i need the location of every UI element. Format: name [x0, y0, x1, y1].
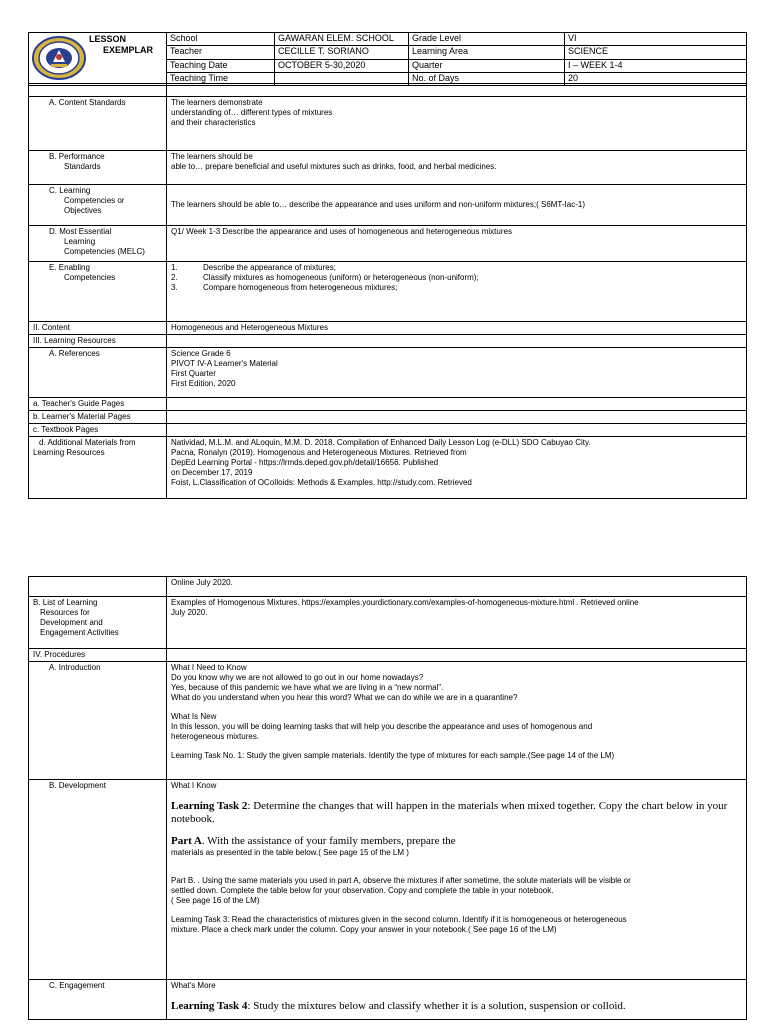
label-line: Standards	[64, 162, 101, 171]
part-a: Part A. With the assistance of your family members, prepare the	[171, 835, 456, 847]
lesson-title-line2: EXEMPLAR	[103, 45, 154, 55]
text-line: settled down. Complete the table below for your observation. Copy and complete the table in your notebook.	[171, 886, 554, 895]
label-line: Learning Resources	[33, 448, 105, 457]
references-text	[167, 348, 747, 398]
label-line: Competencies or	[64, 196, 125, 205]
lesson-header-table	[28, 32, 747, 86]
text-line: Science Grade 6	[171, 349, 231, 358]
text-line: ( See page 16 of the LM)	[171, 896, 260, 905]
subheading: What I Need to Know	[171, 663, 247, 672]
school-value: GAWARAN ELEM. SCHOOL	[275, 33, 409, 46]
label-line: B. Performance	[49, 152, 105, 161]
enabling-list	[167, 262, 747, 322]
days-value: 20	[565, 72, 747, 85]
school-seal-logo	[31, 35, 87, 81]
text-line: In this lesson, you will be doing learning tasks that will help you describe the appearance and uses of homogenous and	[171, 722, 593, 731]
empty-cell	[167, 335, 747, 348]
performance-standards-label	[29, 151, 167, 185]
melc-text: Q1/ Week 1-3 Describe the appearance and uses of homogeneous and heterogeneous mixtures	[167, 226, 747, 262]
text-line: on December 17, 2019	[171, 468, 253, 477]
list-item: 2. Classify mixtures as homogeneous (uniform) or heterogeneous (non-uniform);	[171, 273, 479, 282]
empty-cell	[29, 577, 167, 597]
additional-materials-text	[167, 437, 747, 499]
text-line: First Quarter	[171, 369, 216, 378]
introduction-label: A. Introduction	[29, 662, 167, 780]
days-label: No. of Days	[409, 72, 565, 85]
learning-area-label: Learning Area	[409, 46, 565, 59]
content-standards-label: A. Content Standards	[29, 97, 167, 151]
text-line: and their characteristics	[171, 118, 256, 127]
school-label: School	[167, 33, 275, 46]
engagement-label: C. Engagement	[29, 980, 167, 1020]
text-line: The learners demonstrate	[171, 98, 263, 107]
development-label: B. Development	[29, 780, 167, 980]
text-line: Do you know why we are not allowed to go out in our home nowadays?	[171, 673, 424, 682]
label-line: d. Additional Materials from	[39, 438, 136, 447]
continued-text: Online July 2020.	[167, 577, 747, 597]
text-line: materials as presented in the table below.( See page 15 of the LM )	[171, 848, 409, 857]
content-text: Homogeneous and Heterogeneous Mixtures	[167, 322, 747, 335]
empty-cell	[167, 649, 747, 662]
label-line: Objectives	[64, 206, 102, 215]
text-line: Pacna, Ronalyn (2019). Homogenous and Heterogeneous Mixtures. Retrieved from	[171, 448, 467, 457]
teachers-guide-label: a. Teacher's Guide Pages	[29, 398, 167, 411]
spacer-row	[29, 84, 167, 97]
procedures-table	[28, 576, 747, 1020]
performance-standards-text	[167, 151, 747, 185]
label-line: Competencies (MELC)	[64, 247, 145, 256]
label-line: Development and	[40, 618, 103, 627]
teaching-time-label: Teaching Time	[167, 72, 275, 85]
melc-label	[29, 226, 167, 262]
lesson-title-line1: LESSON	[89, 34, 127, 44]
competencies-label	[29, 185, 167, 226]
text-line: able to… prepare beneficial and useful mixtures such as drinks, food, and herbal medicines.	[171, 162, 497, 171]
teaching-date-value: OCTOBER 5-30,2020	[275, 59, 409, 72]
label-line: Learning	[64, 237, 96, 246]
spacer-row	[167, 84, 747, 97]
additional-materials-label	[29, 437, 167, 499]
subheading: What's More	[171, 981, 216, 990]
text-line: Learning Task No. 1: Study the given sample materials. Identify the type of mixtures for each sample.(See page 14 of the LM)	[171, 751, 615, 760]
learning-task-2: Learning Task 2: Determine the changes that will happen in the materials when mixed together. Copy the chart below in your notebook.	[171, 800, 728, 825]
text-line: DepEd Learning Portal - https://lrmds.deped.gov.ph/detail/16656. Published	[171, 458, 439, 467]
text-line: The learners should be	[171, 152, 253, 161]
grade-level-label: Grade Level	[409, 33, 565, 46]
references-label: A. References	[29, 348, 167, 398]
text-line: PIVOT IV-A Learner's Material	[171, 359, 278, 368]
learning-area-value: SCIENCE	[565, 46, 747, 59]
empty-cell	[167, 398, 747, 411]
learning-resources-label: III. Learning Resources	[29, 335, 167, 348]
enabling-label	[29, 262, 167, 322]
empty-cell	[167, 411, 747, 424]
label-line: B. List of Learning	[33, 598, 98, 607]
label-line: E. Enabling	[49, 263, 90, 272]
text-line: Learning Task 3: Read the characteristics of mixtures given in the second column. Identify if it is homogeneous or heterogeneous	[171, 915, 627, 924]
introduction-text	[167, 662, 747, 780]
list-item: 3. Compare homogeneous from heterogeneous mixtures;	[171, 283, 398, 292]
procedures-label: IV. Procedures	[29, 649, 167, 662]
content-standards-text	[167, 97, 747, 151]
text-line: mixture. Place a check mark under the column. Copy your answer in your notebook.( See page 16 of the LM)	[171, 925, 557, 934]
teaching-date-label: Teaching Date	[167, 59, 275, 72]
lesson-body-table	[28, 83, 747, 499]
list-item: 1. Describe the appearance of mixtures;	[171, 263, 336, 272]
engagement-text	[167, 980, 747, 1020]
text-line: Foist, L.Classification of OCoIloids: Methods & Examples. http://study.com. Retrieved	[171, 478, 472, 487]
teacher-label: Teacher	[167, 46, 275, 59]
label-line: Competencies	[64, 273, 116, 282]
subheading: What Is New	[171, 712, 217, 721]
subheading: What I Know	[171, 781, 217, 790]
quarter-label: Quarter	[409, 59, 565, 72]
text-line: July 2020.	[171, 608, 208, 617]
text-line: Part B. . Using the same materials you used in part A, observe the mixtures if after sometime, the solute materials will be visible or	[171, 876, 631, 885]
text-line: First Edition, 2020	[171, 379, 236, 388]
content-label: II. Content	[29, 322, 167, 335]
text-line: Examples of Homogenous Mixtures. https://examples.yourdictionary.com/examples-of-homogeneous-mixture.html . Retrieved online	[171, 598, 639, 607]
text-line: Yes, because of this pandemic we have what we are living in a “new normal”.	[171, 683, 444, 692]
learning-task-4: Learning Task 4: Study the mixtures below and classify whether it is a solution, suspension or colloid.	[171, 1000, 626, 1012]
text-line: What do you understand when you hear this word? What we can do while we are in a quarantine?	[171, 693, 518, 702]
text-line: Natividad, M.L.M. and ALoquin, M.M. D. 2018. Compilation of Enhanced Daily Lesson Log (e-DLL) SDO Cabuyao City.	[171, 438, 591, 447]
development-text	[167, 780, 747, 980]
label-line: D. Most Essential	[49, 227, 112, 236]
lesson-title-cell	[29, 33, 167, 86]
teacher-value: CECILLE T. SORIANO	[275, 46, 409, 59]
label-line: C. Learning	[49, 186, 91, 195]
quarter-value: I – WEEK 1-4	[565, 59, 747, 72]
list-of-resources-text	[167, 597, 747, 649]
learners-material-label: b. Learner's Material Pages	[29, 411, 167, 424]
label-line: Resources for	[40, 608, 90, 617]
list-of-resources-label	[29, 597, 167, 649]
competencies-text: The learners should be able to… describe the appearance and uses uniform and non-uniform mixtures;( S6MT-Iac-1)	[167, 185, 747, 226]
label-line: Engagement Activities	[40, 628, 119, 637]
grade-level-value: VI	[565, 33, 747, 46]
text-line: understanding of… different types of mixtures	[171, 108, 333, 117]
textbook-pages-label: c. Textbook Pages	[29, 424, 167, 437]
empty-cell	[167, 424, 747, 437]
text-line: heterogeneous mixtures.	[171, 732, 260, 741]
